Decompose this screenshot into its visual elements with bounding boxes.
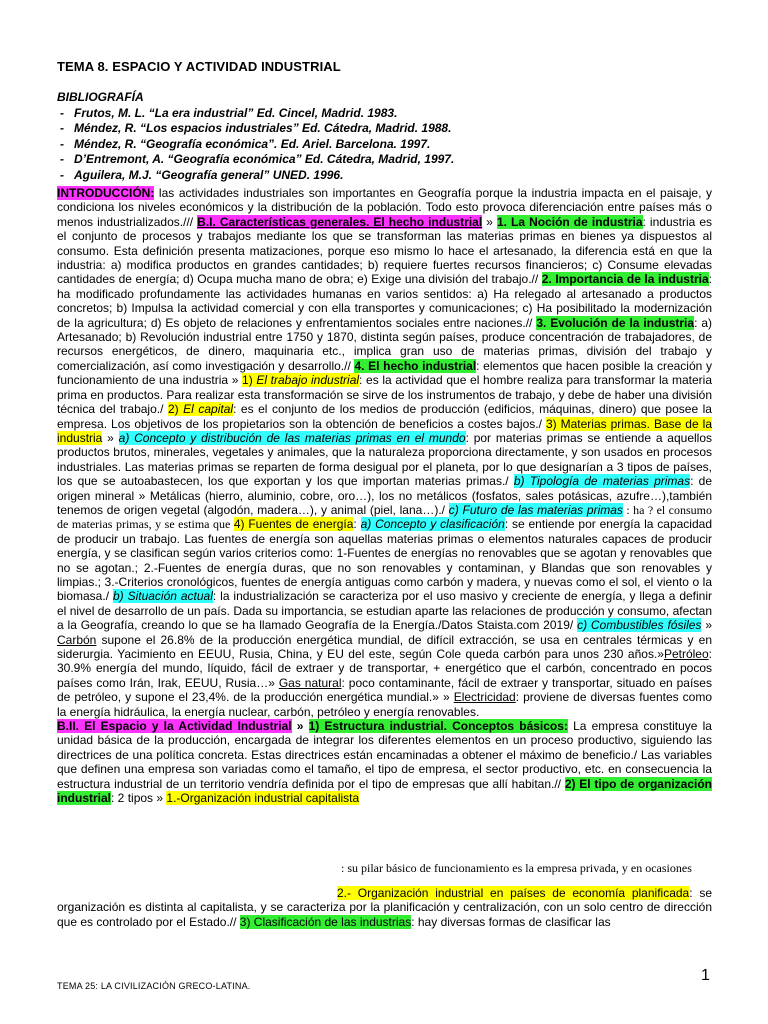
paragraph-text: : es la actividad que el hombre realiza para transformar la materia prima en productos. Para realizar esta transformación se sirve de los instrumentos de trabajo, y debe de haber una división técnica del trabajo./ (57, 373, 713, 417)
document-title: TEMA 8. ESPACIO Y ACTIVIDAD INDUSTRIAL (57, 59, 341, 74)
subheading-estructura-industrial: 1) Estructura industrial. Conceptos básicos: (308, 719, 568, 734)
subitem-combustibles-fosiles: c) Combustibles fósiles (577, 618, 702, 633)
subitem-situacion-actual: b) Situación actual (112, 589, 213, 604)
subheading-nocion-industria: 1. La Noción de industria (496, 214, 643, 229)
paragraph-text: La empresa constituye la unidad básica de la producción, encargada de integrar los diferentes elementos en un proceso productivo, siguiendo las directrices de una política concreta. Estas directrices están encaminadas a obtener el máximo de beneficio./ Las variables que definen una empresa son variadas como el tamaño, el tipo de empresa, el sector productivo, etc. en consecuencia la estructura industrial de un territorio vendría definida por el tipo de empresas que allí habitan.// (57, 719, 712, 791)
bibliography-heading: BIBLIOGRAFÍA (57, 90, 144, 104)
paragraph-text: : proviene de diversas fuentes como la energía hidráulica, la energía nuclear, carbón, petróleo y energía renovables. (57, 690, 712, 719)
subitem-concepto-clasificacion: a) Concepto y clasificación (360, 517, 505, 532)
paragraph-text: : de origen mineral » Metálicas (hierro, aluminio, cobre, oro…), los no metálicos (fosfatos, sales potásicas, azufre…),también tenemos de origen vegetal (algodón, madera…), y animal (piel, lana…)./ (57, 474, 713, 517)
separator-text: » (482, 214, 497, 229)
continuation-paragraph (57, 886, 712, 929)
bibliography-item: - Aguilera, M.J. “Geografía general” UNED. 1996. (57, 168, 454, 184)
paragraph-text: supone el 26.8% de la producción energética mundial, de difícil extracción, se usa en centrales térmicas y en siderurgia. Yacimiento en EEUU, Rusia, China, y EU del este, según Cole queda carbón para unos 230 años.» (57, 632, 712, 661)
section-heading-b2: B.II. El Espacio y la Actividad Industrial (57, 719, 292, 734)
subheading-hecho-industrial: 4. El hecho industrial (354, 358, 477, 373)
section-heading-b1: B.I. Características generales. El hecho industrial (197, 214, 483, 229)
term-gas-natural: Gas natural (278, 675, 342, 690)
item-number: 1) (242, 373, 257, 388)
paragraph-text: : poco contaminante, fácil de extraer y transportar, situado en países de petróleo, y supone el 23,4%. de la producción energética mundial.» » (57, 675, 712, 705)
paragraph-text: : se organización es distinta al capitalista, y se caracteriza por la planificación y centralización, con un solo centro de dirección que es controlado por el Estado.// (57, 886, 712, 929)
subheading-evolucion: 3. Evolución de la industria (536, 315, 695, 330)
section-heading-introduccion: INTRODUCCIÓN: (57, 186, 155, 200)
item-number: 2) (167, 402, 184, 417)
paragraph-text: : hay diversas formas de clasificar las (411, 914, 611, 929)
separator-text: » (102, 430, 119, 445)
subheading-tipo-organizacion: 2) El tipo de organización industrial (57, 776, 712, 806)
main-paragraph (57, 186, 712, 805)
separator-text: » (701, 618, 712, 633)
subitem-tipologia: b) Tipología de materias primas (513, 474, 691, 489)
subheading-clasificacion-industrias: 3) Clasificación de las industrias (239, 914, 412, 929)
item-capital: El capital (183, 402, 234, 417)
bibliography-item: - Méndez, R. “Los espacios industriales” Ed. Cátedra, Madrid. 1988. (57, 121, 454, 137)
paragraph-text: las actividades industriales son importantes en Geografía porque la industria impacta en el paisaje, y condiciona los niveles económicos y la distribución de la población. Todo esto provoca diferenciación entre países más o menos industrializados./// (57, 186, 712, 229)
paragraph-text: : a) Artesanado; b) Revolución industrial entre 1750 y 1870, distinta según países, produce concentración de trabajadores, de recursos energéticos, de dinero, maquinaria etc., implica gran uso de materias primas, división del trabajo y comercialización, así como investigación y desarrollo.// (57, 315, 712, 373)
paragraph-text: : 2 tipos » (111, 791, 167, 806)
subheading-importancia: 2. Importancia de la industria (541, 272, 709, 287)
item-organizacion-capitalista: 1.-Organización industrial capitalista (166, 791, 360, 806)
term-electricidad: Electricidad (453, 690, 516, 705)
term-petroleo: Petróleo (663, 647, 709, 661)
paragraph-text: : ha modificado profundamente las actividades humanas en varios sentidos: a) Ha relegado al artesanado a productos concretos; b) Impulsa la actividad comercial y con ella transportes y comunicaciones; c) Ha posibilitado la modernización de la agricultura; d) Es objeto de relaciones y enfrentamientos sociales entre naciones.// (57, 272, 712, 330)
bibliography-item: - D’Entremont, A. “Geografía económica” Ed. Cátedra, Madrid, 1997. (57, 152, 454, 168)
paragraph-text: : industria es el conjunto de procesos y trabajos mediante los que se transforman las materias primas en bienes ya dispuestos al consumo. Esta definición presenta matizaciones, porque eso mismo lo hace el artesanado, la diferencia está en que la industria: a) modifica productos en grandes cantidades; b) requiere fuertes recursos financieros; c) Consume elevadas cantidades de energía; d) Ocupa mucha mano de obra; e) Exige una división del trabajo.// (57, 214, 713, 287)
paragraph-text: : la industrialización se caracteriza por el uso masivo y creciente de energía, y llega a definir el nivel de desarrollo de un país. Dada su importancia, se estudian aparte las relaciones de producción y consumo, afectan a la Geografía, creando lo que se ha llamado Geografía de la Energía./Datos Staista.com 2019/ (57, 589, 712, 633)
paragraph-text: : por materias primas se entiende a aquellos productos brutos, minerales, vegetales y animales, que la naturaleza proporciona directamente, y son usados en procesos industriales. Las materias primas se reparten de forma desigual por el planeta, por lo que designarían a 3 tipos de países, los que se autoabastecen, los que exportan y los que importan materias primas./ (57, 430, 712, 489)
bibliography (57, 90, 454, 183)
item-trabajo-industrial: El trabajo industrial (256, 373, 360, 388)
item-materias-primas: 3) Materias primas. Base de la industria (57, 416, 712, 445)
separator-text: : (353, 517, 361, 532)
paragraph-text: : se entiende por energía la capacidad de producir un trabajo. Las fuentes de energía son aquellas materias primas o elementos naturales capaces de producir energía, y se clasifican según varios criterios como: 1-Fuentes de energías no renovables que se agotan y renovables que no se agotan.; 2.-Fuentes de energía duras, que no son renovables y contaminan, y Blandas que son renovables y limpias.; 3.-Criterios cronológicos, fuentes de energía antiguas como carbón y madera, y nuevas como el sol, el viento o la biomasa./ (57, 517, 712, 604)
paragraph-text: : es el conjunto de los medios de producción (edificios, máquinas, dinero) que posee la empresa. Los objetivos de los propietarios son la obtención de beneficios a costes bajos./ (57, 402, 712, 431)
paragraph-text: : elementos que hacen posible la creación y funcionamiento de una industria » (57, 358, 712, 388)
term-carbon: Carbón (57, 632, 97, 647)
subitem-concepto-distribucion: a) Concepto y distribución de las materias primas en el mundo (118, 430, 466, 445)
page-footer: TEMA 25: LA CIVILIZACIÓN GRECO-LATINA. (57, 981, 251, 991)
bibliography-list (57, 106, 454, 184)
paragraph-text: : 30.9% energía del mundo, líquido, fácil de extraer y de transportar, + energético que el carbón, concentrado en pocos países como Irán, Irak, EEUU, Rusia…» (57, 647, 712, 690)
bibliography-item: - Méndez, R. “Geografía económica”. Ed. Ariel. Barcelona. 1997. (57, 137, 454, 153)
page-number: 1 (701, 967, 710, 984)
bibliography-item: - Frutos, M. L. “La era industrial” Ed. Cincel, Madrid. 1983. (57, 106, 454, 122)
inline-note-capitalista: : su pilar básico de funcionamiento es la empresa privada, y en ocasiones (341, 861, 692, 875)
subitem-futuro-materias: c) Futuro de las materias primas (448, 502, 623, 517)
separator-text: » (291, 719, 309, 734)
inline-note: : ha ? el consumo de materias primas, y se estima que (57, 502, 712, 532)
item-fuentes-energia: 4) Fuentes de energía (233, 517, 354, 532)
item-organizacion-planificada: 2.- Organización industrial en países de economía planificada (337, 886, 690, 900)
